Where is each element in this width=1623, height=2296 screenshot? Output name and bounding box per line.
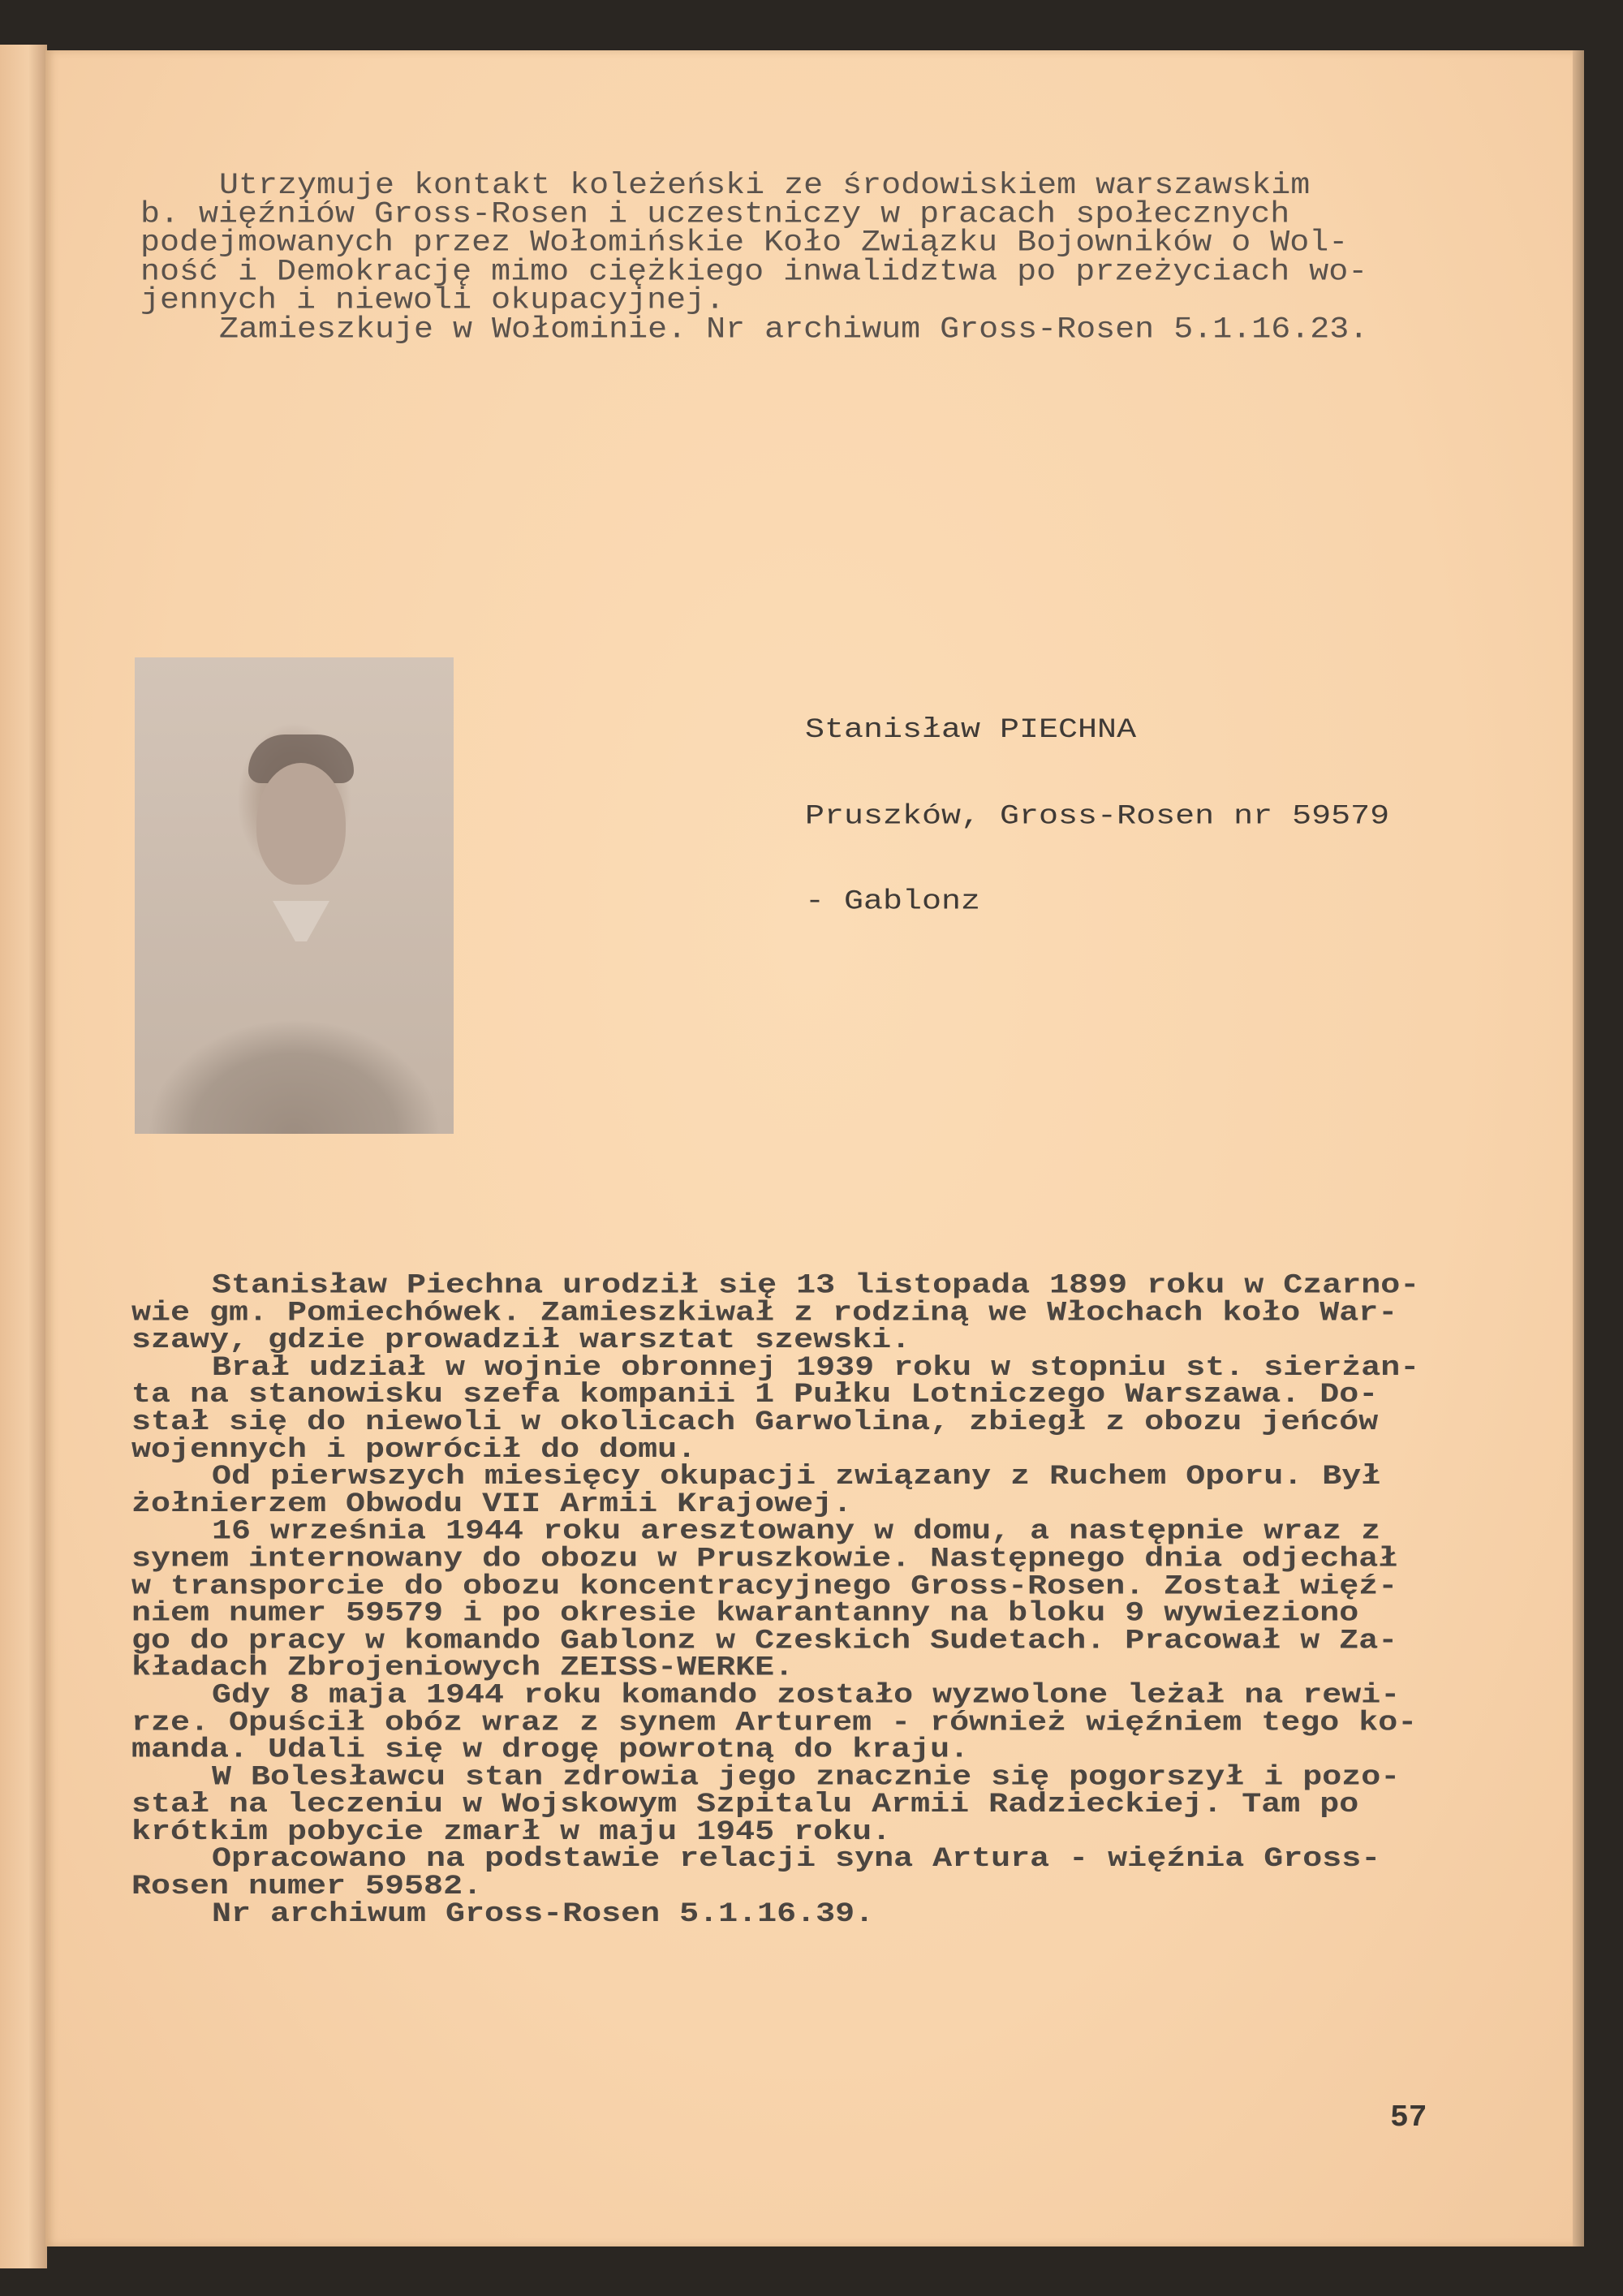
text-line: jennych i niewoli okupacyjnej. (140, 284, 725, 318)
portrait-face (256, 763, 346, 885)
page-number: 57 (1390, 2100, 1427, 2135)
text-line: ta na stanowisku szefa kompanii 1 Pułku Lotniczego Warszawa. Do- (131, 1380, 1379, 1411)
text-line: Opracowano na podstawie relacji syna Artura - więźnia Gross- (212, 1844, 1381, 1876)
portrait-collar (273, 901, 329, 941)
text-line: go do pracy w komando Gablonz w Czeskich Sudetach. Pracował w Za- (131, 1625, 1398, 1657)
text-line: b. więźniów Gross-Rosen i uczestniczy w pracach społecznych (140, 197, 1290, 232)
adjacent-page-edge (0, 45, 47, 2268)
text-line: kładach Zbrojeniowych ZEISS-WERKE. (131, 1652, 794, 1684)
text-line: Gdy 8 maja 1944 roku komando zostało wyzwolone leżał na rewi- (212, 1680, 1401, 1712)
caption-location: Pruszków, Gross-Rosen nr 59579 (805, 800, 1390, 832)
text-line: rze. Opuścił obóz wraz z synem Arturem - również więźniem tego ko- (131, 1707, 1418, 1739)
photo-caption (805, 659, 1389, 946)
text-line: wie gm. Pomiechówek. Zamieszkiwał z rodziną we Włochach koło War- (131, 1298, 1398, 1329)
text-line: synem internowany do obozu w Pruszkowie. Następnego dnia odjechał (131, 1543, 1398, 1575)
text-line: ność i Demokrację mimo ciężkiego inwalidztwa po przeżyciach wo- (140, 255, 1368, 289)
portrait-photo (135, 657, 454, 1134)
text-line: wojennych i powrócił do domu. (131, 1434, 697, 1466)
text-line: krótkim pobycie zmarł w maju 1945 roku. (131, 1816, 892, 1848)
text-line: niem numer 59579 i po okresie kwarantanny na bloku 9 wywieziono (131, 1598, 1359, 1630)
text-line: Rosen numer 59582. (131, 1871, 483, 1903)
text-line: stał się do niewoli w okolicach Garwolina, zbiegł z obozu jeńców (131, 1406, 1379, 1438)
text-line: stał na leczeniu w Wojskowym Szpitalu Armii Radzieckiej. Tam po (131, 1789, 1359, 1821)
caption-subcamp: - Gablonz (805, 886, 981, 918)
text-line: szawy, gdzie prowadził warsztat szewski. (131, 1325, 911, 1357)
page-stack-edge (1573, 50, 1584, 2246)
biography-text-block (131, 1270, 1420, 1930)
text-line: Zamieszkuje w Wołominie. Nr archiwum Gross-Rosen 5.1.16.23. (219, 312, 1369, 347)
text-line: manda. Udali się w drogę powrotną do kraju. (131, 1734, 970, 1766)
text-line: żołnierzem Obwodu VII Armii Krajowej. (131, 1488, 853, 1520)
intro-text-block (140, 169, 1369, 347)
text-line: 16 września 1944 roku aresztowany w domu, a następnie wraz z (212, 1516, 1381, 1548)
text-line: Brał udział w wojnie obronnej 1939 roku w stopniu st. sierżan- (212, 1352, 1420, 1384)
text-line: Stanisław Piechna urodził się 13 listopada 1899 roku w Czarno- (212, 1270, 1420, 1302)
text-line: Nr archiwum Gross-Rosen 5.1.16.39. (212, 1898, 875, 1930)
text-line: podejmowanych przez Wołomińskie Koło Związku Bojowników o Wol- (140, 226, 1349, 261)
text-line: Od pierwszych miesięcy okupacji związany z Ruchem Oporu. Był (212, 1462, 1381, 1493)
text-line: W Bolesławcu stan zdrowia jego znacznie się pogorszył i pozo- (212, 1762, 1401, 1794)
text-line: Utrzymuje kontakt koleżeński ze środowiskiem warszawskim (219, 169, 1311, 203)
text-line: w transporcie do obozu koncentracyjnego Gross-Rosen. Został więź- (131, 1570, 1398, 1602)
caption-name: Stanisław PIECHNA (805, 714, 1137, 747)
